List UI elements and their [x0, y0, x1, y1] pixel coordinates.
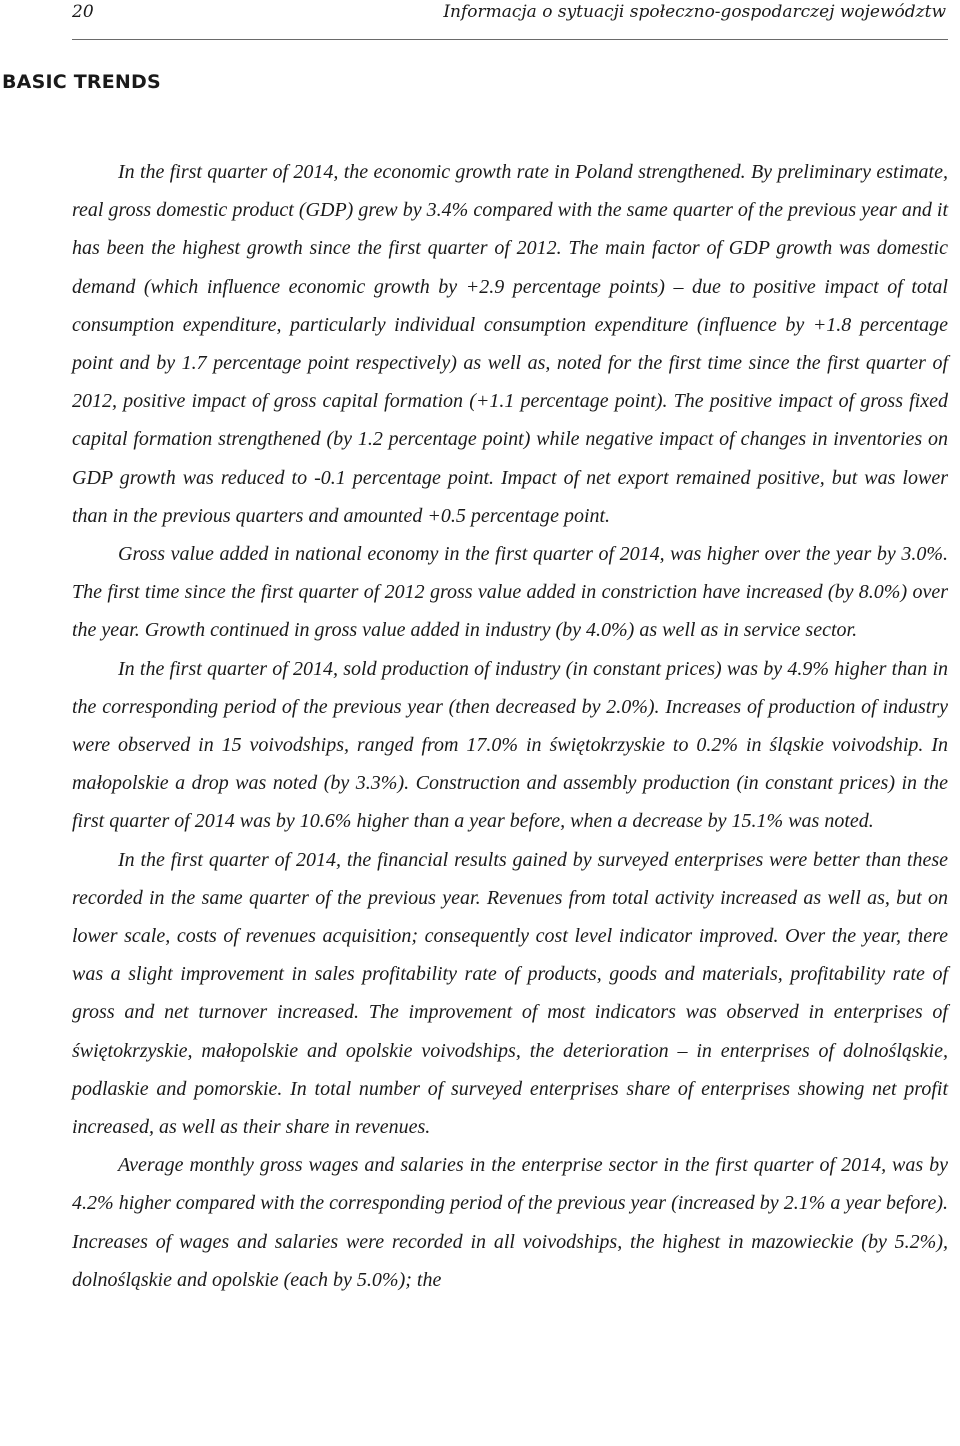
- paragraph-financial-results: In the first quarter of 2014, the financial results gained by surveyed enterprises were better than these recorded in the same quarter of the previous year. Revenues from total activity increased as well as, but on lower scale, costs of revenues acquisition; consequently cost level indicator improved. Over the year, there was a slight improvement in sales profitability rate of products, goods and materials, profitability rate of gross and net turnover increased. The improvement of most indicators was observed in enterprises of świętokrzyskie, małopolskie and opolskie voivodships, the deterioration – in enterprises of dolnośląskie, podlaskie and pomorskie. In total number of surveyed enterprises share of enterprises showing net profit increased, as well as their share in revenues.: [72, 848, 948, 1139]
- section-heading: BASIC TRENDS: [2, 71, 161, 93]
- page-number: 20: [72, 2, 94, 22]
- body-text: [72, 153, 948, 1299]
- paragraph-industry-production: In the first quarter of 2014, sold production of industry (in constant prices) was by 4.9% higher than in the corresponding period of the previous year (then decreased by 2.0%). Increases of production of industry were observed in 15 voivodships, ranged from 17.0% in świętokrzyskie to 0.2% in śląskie voivodship. In małopolskie a drop was noted (by 3.3%). Construction and assembly production (in constant prices) in the first quarter of 2014 was by 10.6% higher than a year before, when a decrease by 15.1% was noted.: [72, 657, 948, 833]
- paragraph-wages: Average monthly gross wages and salaries in the enterprise sector in the first quarter of 2014, was by 4.2% higher compared with the corresponding period of the previous year (increased by 2.1% a year before). Increases of wages and salaries were recorded in all voivodships, the highest in mazowieckie (by 5.2%), dolnośląskie and opolskie (each by 5.0%); the: [72, 1154, 948, 1291]
- running-title: Informacja o sytuacji społeczno-gospodarczej województw: [443, 2, 946, 22]
- page-header: [0, 0, 960, 42]
- paragraph-gdp: In the first quarter of 2014, the economic growth rate in Poland strengthened. By preliminary estimate, real gross domestic product (GDP) grew by 3.4% compared with the same quarter of the previous year and it has been the highest growth since the first quarter of 2012. The main factor of GDP growth was domestic demand (which influence economic growth by +2.9 percentage points) – due to positive impact of total consumption expenditure, particularly individual consumption expenditure (influence by +1.8 percentage point and by 1.7 percentage point respectively) as well as, noted for the first time since the first quarter of 2012, positive impact of gross capital formation (+1.1 percentage point). The positive impact of gross fixed capital formation strengthened (by 1.2 percentage point) while negative impact of changes in inventories on GDP growth was reduced to -0.1 percentage point. Impact of net export remained positive, but was lower than in the previous quarters and amounted +0.5 percentage point.: [72, 161, 948, 527]
- paragraph-gross-value-added: Gross value added in national economy in the first quarter of 2014, was higher over the year by 3.0%. The first time since the first quarter of 2012 gross value added in constriction have increased (by 8.0%) over the year. Growth continued in gross value added in industry (by 4.0%) as well as in service sector.: [72, 543, 948, 642]
- header-divider: [72, 39, 948, 40]
